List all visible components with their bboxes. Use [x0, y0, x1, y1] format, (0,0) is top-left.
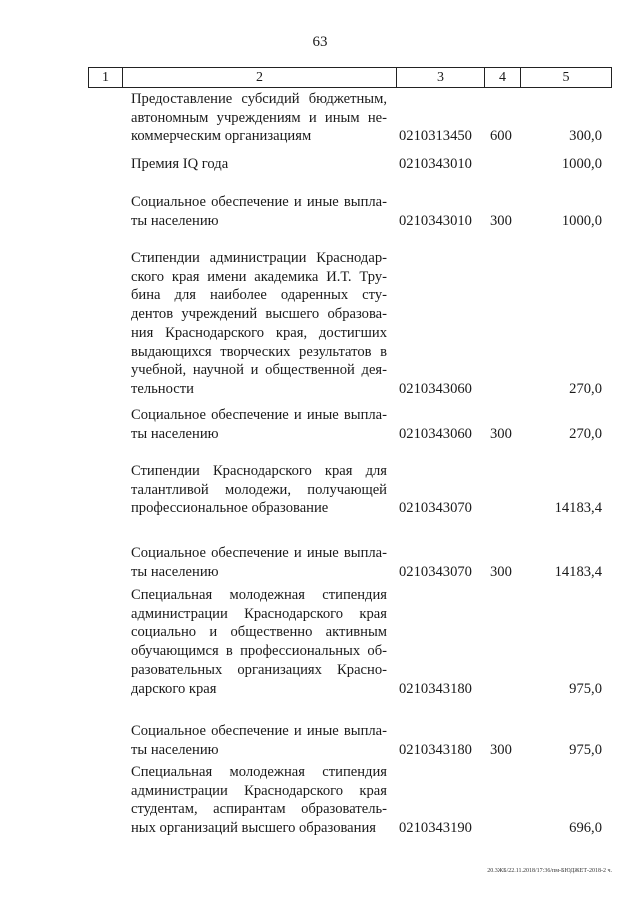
row-amount: 270,0	[569, 380, 602, 397]
row-description	[131, 544, 387, 581]
row-description-line: Специальная молодежная стипендия	[131, 764, 387, 780]
row-code: 0210343180	[399, 680, 472, 697]
footer-stamp: 20.3ЖБ/22.11.2018/17:36/пм-БЮДЖЕТ-2018-2 ч.	[487, 868, 612, 874]
row-description	[131, 586, 387, 698]
row-code: 0210313450	[399, 128, 472, 145]
row-description-line: Предоставление субсидий бюджетным,	[131, 91, 387, 107]
row-amount: 300,0	[569, 128, 602, 145]
row-description-line: Стипендии Краснодарского края для	[131, 463, 387, 479]
header-cell-5: 5	[520, 68, 612, 87]
row-description-line: социально и общественно активным	[131, 624, 387, 641]
row-amount: 696,0	[569, 820, 602, 837]
row-amount: 270,0	[569, 425, 602, 442]
row-amount: 1000,0	[561, 156, 602, 172]
row-description	[131, 722, 387, 759]
row-code: 0210343010	[399, 212, 472, 229]
row-description-line: бина для наиболее одаренных сту-	[131, 287, 387, 304]
row-code: 0210343060	[399, 425, 472, 442]
row-expense-type: 300	[490, 212, 512, 229]
row-description	[131, 155, 387, 174]
row-description-line: студентам, аспирантам образователь-	[131, 801, 387, 818]
row-amount: 14183,4	[554, 500, 602, 517]
row-description-line: автономным учреждениям и иным не-	[131, 109, 387, 126]
row-description-line: Социальное обеспечение и иные выпла-	[131, 194, 387, 210]
row-description-line: дентов учреждений высшего образова-	[131, 306, 387, 323]
row-description-line: дарского края	[131, 680, 217, 697]
row-description-line: администрации Краснодарского края	[131, 782, 387, 799]
row-description-line: Премия IQ года	[131, 156, 229, 172]
row-description-line: ты населению	[131, 741, 219, 758]
row-description-line: учебной, научной и общественной дея-	[131, 362, 387, 379]
row-description	[131, 90, 387, 146]
row-description-line: администрации Краснодарского края	[131, 605, 387, 622]
row-description-line: талантливой молодежи, получающей	[131, 481, 387, 498]
header-cell-1: 1	[88, 68, 122, 87]
row-code: 0210343070	[399, 500, 472, 517]
row-expense-type: 300	[490, 425, 512, 442]
row-description	[131, 462, 387, 518]
row-description-line: Специальная молодежная стипендия	[131, 587, 387, 603]
row-description-line: разовательных организациях Красно-	[131, 661, 387, 678]
row-description	[131, 763, 387, 838]
row-code: 0210343180	[399, 741, 472, 758]
row-description	[131, 406, 387, 443]
row-description-line: ты населению	[131, 212, 219, 229]
row-description-line: ных организаций высшего образования	[131, 820, 376, 837]
row-description-line: ты населению	[131, 563, 219, 580]
row-description-line: Социальное обеспечение и иные выпла-	[131, 545, 387, 561]
row-expense-type: 300	[490, 563, 512, 580]
row-amount: 1000,0	[561, 212, 602, 229]
row-amount: 975,0	[569, 680, 602, 697]
row-description-line: тельности	[131, 380, 194, 397]
header-cell-3: 3	[396, 68, 484, 87]
header-cell-2: 2	[122, 68, 396, 87]
row-expense-type: 300	[490, 741, 512, 758]
row-expense-type: 600	[490, 128, 512, 145]
table-header-row	[88, 67, 612, 88]
header-cell-4: 4	[484, 68, 520, 87]
row-description-line: выдающихся творческих результатов в	[131, 343, 387, 360]
page-number: 63	[312, 34, 328, 50]
row-description-line: Социальное обеспечение и иные выпла-	[131, 723, 387, 739]
row-code: 0210343010	[399, 156, 472, 172]
row-description-line: Социальное обеспечение и иные выпла-	[131, 407, 387, 423]
row-code: 0210343190	[399, 820, 472, 837]
row-description-line: Стипендии администрации Краснодар-	[131, 250, 387, 266]
row-description	[131, 249, 387, 399]
row-description-line: ского края имени академика И.Т. Тру-	[131, 268, 387, 285]
row-amount: 975,0	[569, 741, 602, 758]
row-description-line: коммерческим организациям	[131, 128, 312, 145]
row-description	[131, 193, 387, 230]
row-description-line: профессиональное образование	[131, 500, 329, 517]
row-description-line: ты населению	[131, 425, 219, 442]
row-code: 0210343070	[399, 563, 472, 580]
row-code: 0210343060	[399, 380, 472, 397]
row-description-line: ния Краснодарского края, достигших	[131, 324, 387, 341]
row-description-line: обучающимся в профессиональных об-	[131, 643, 387, 660]
row-amount: 14183,4	[554, 563, 602, 580]
